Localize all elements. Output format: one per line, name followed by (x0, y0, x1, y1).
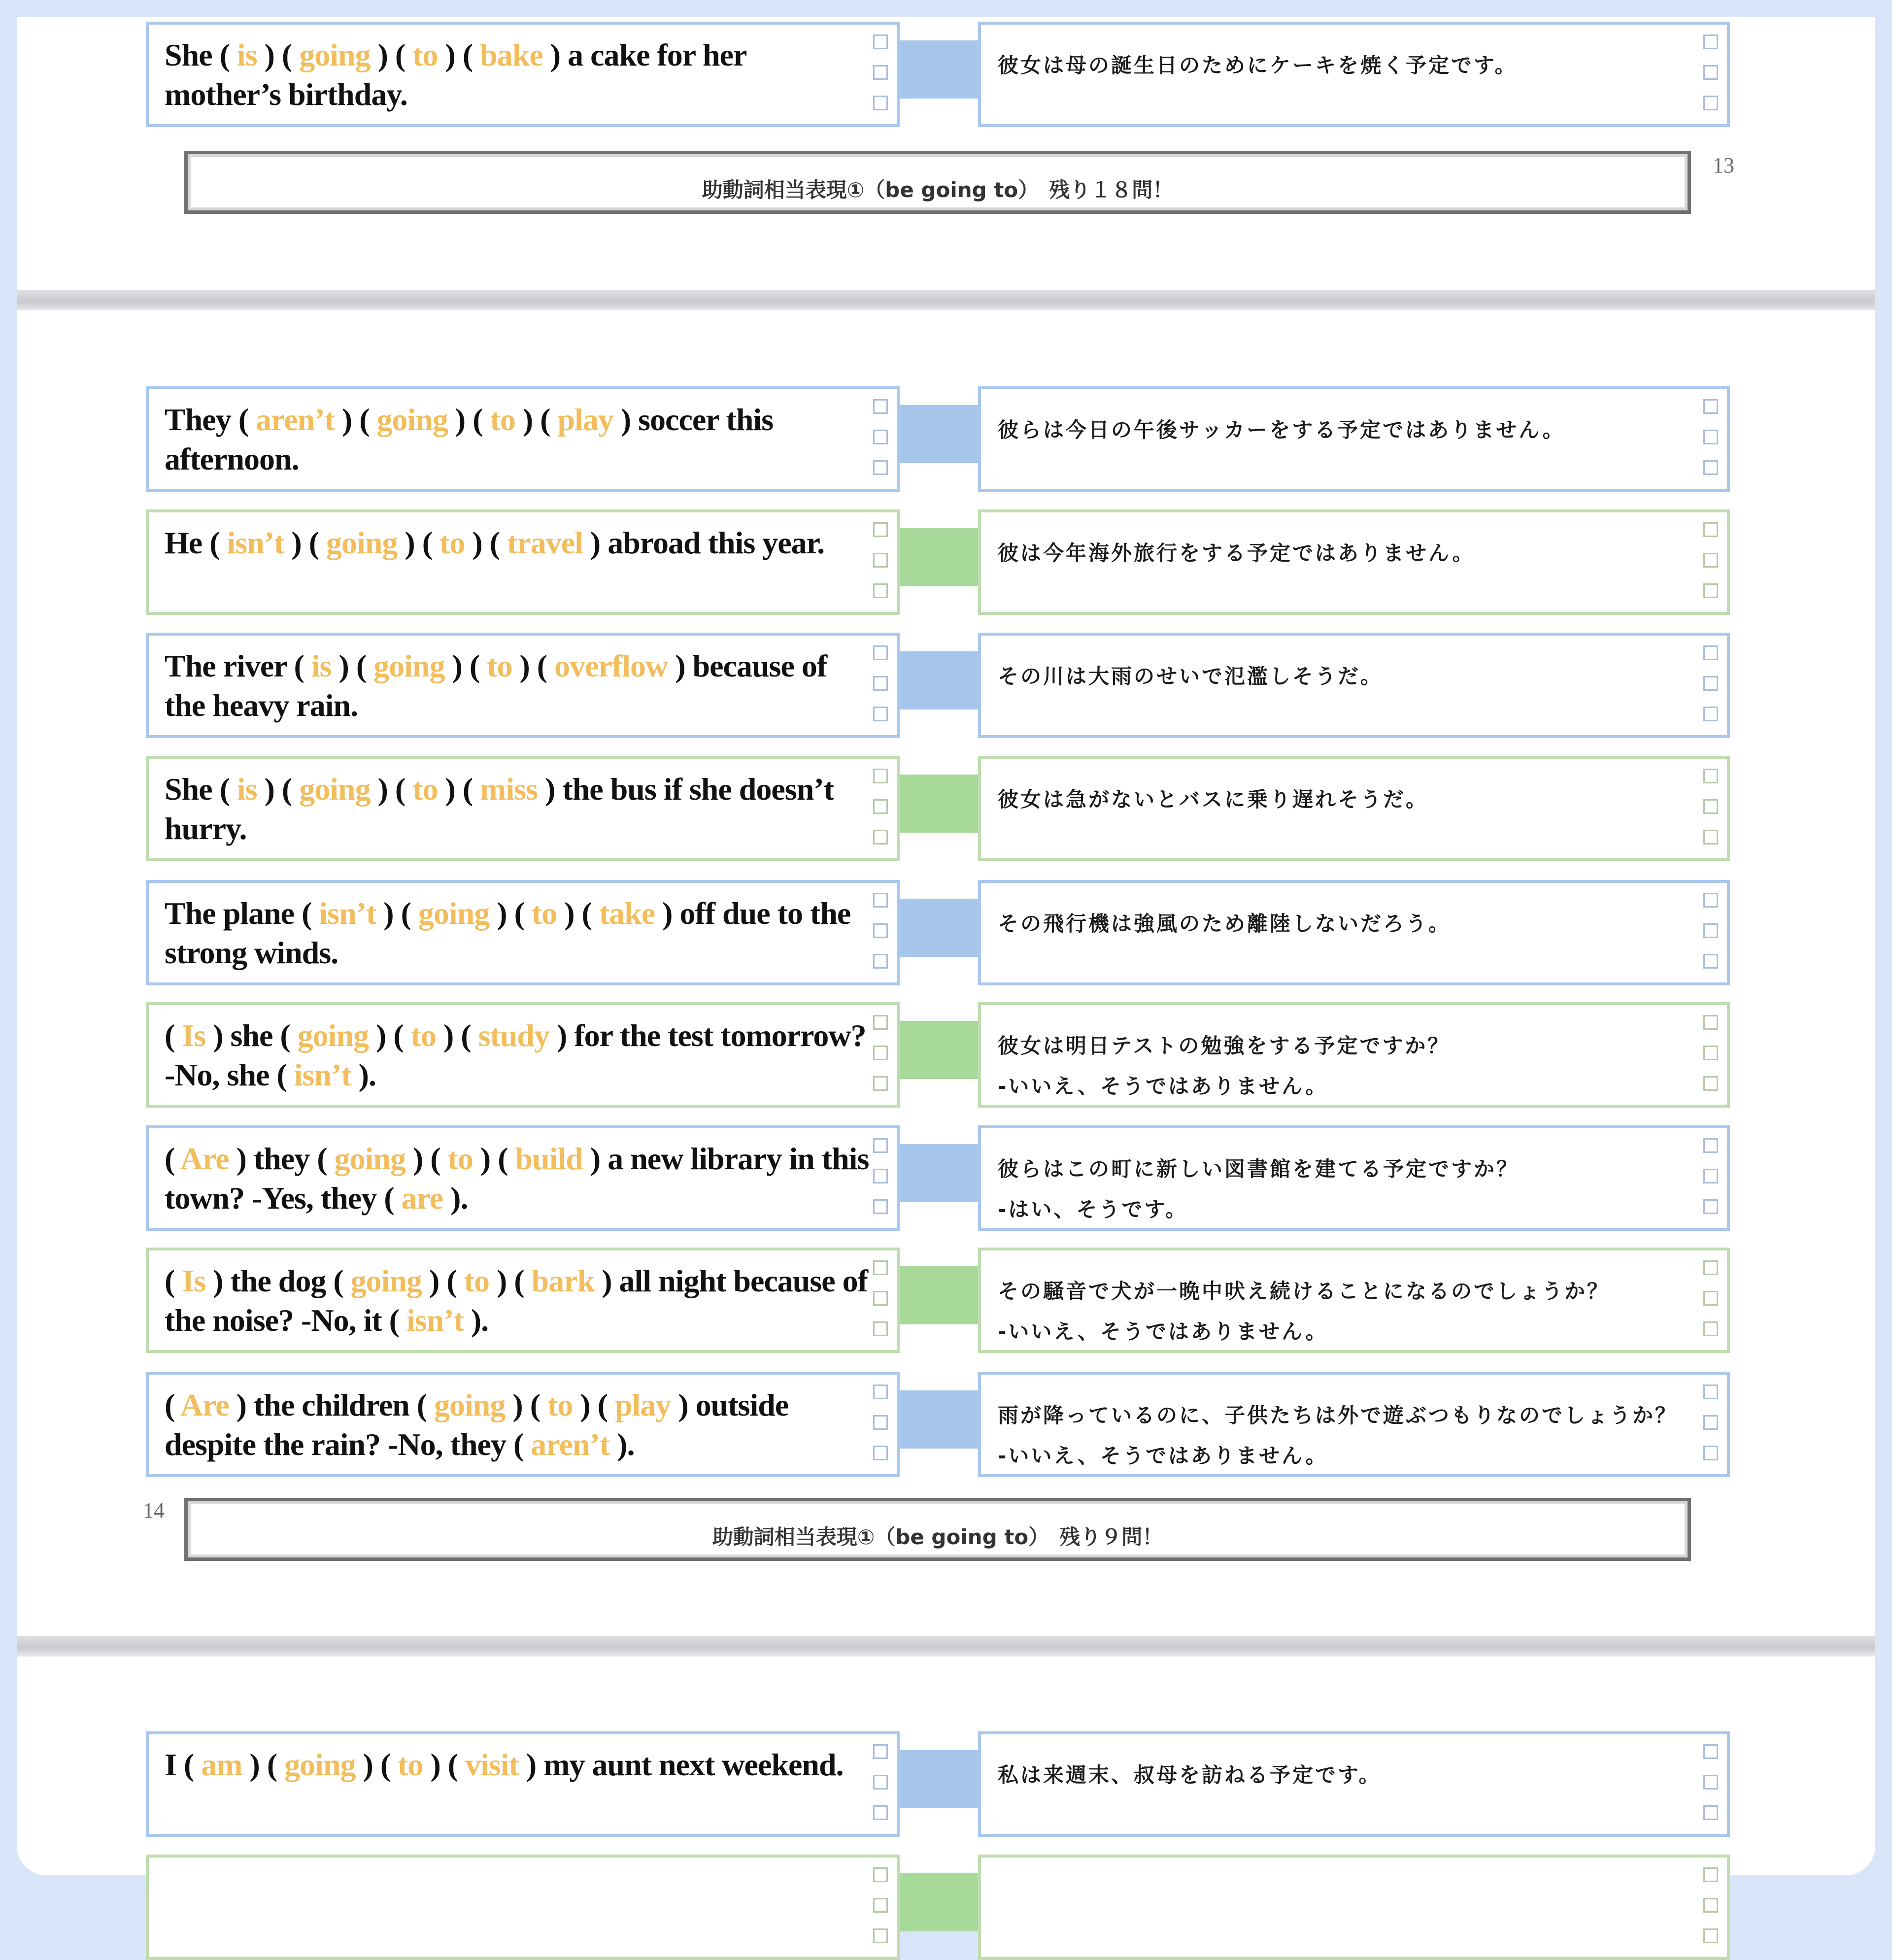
exercise-row (146, 1002, 1730, 1108)
answer-word: going (297, 1018, 369, 1053)
sentence-text: ) off due to the strong winds. (165, 896, 851, 970)
english-sentence-box (146, 633, 900, 738)
answer-word: are (401, 1181, 443, 1216)
connector-bar (900, 528, 978, 586)
checkbox-group (1703, 1744, 1720, 1836)
answer-word: going (418, 896, 490, 931)
english-sentence (165, 646, 869, 725)
japanese-translation-box (978, 880, 1730, 985)
japanese-translation (998, 656, 1688, 697)
sentence-text: ) ( (512, 648, 555, 683)
sentence-text: ) a new library in this town? -Yes, they ( (165, 1141, 869, 1216)
sentence-text: ) soccer this afternoon. (165, 402, 774, 476)
answer-word: Is (182, 1018, 206, 1053)
translation-line: その川は大雨のせいで氾濫しそうだ。 (998, 664, 1384, 688)
checkbox-group (1703, 893, 1720, 984)
connector-bar (900, 775, 978, 833)
checkbox-group (873, 1867, 890, 1959)
checkbox-group (1703, 399, 1720, 491)
connector-bar (900, 899, 978, 957)
answer-word: going (434, 1387, 506, 1422)
progress-text: 助動詞相当表現①（be going to） 残り１８問！ (702, 178, 1174, 202)
answer-word: to (410, 1018, 436, 1053)
japanese-translation (998, 1395, 1688, 1476)
review-checkbox[interactable] (1703, 799, 1718, 814)
checkbox-group (1703, 769, 1720, 860)
review-checkbox[interactable] (873, 645, 888, 660)
exercise-row (146, 1855, 1730, 1960)
review-checkbox[interactable] (873, 522, 888, 537)
english-sentence (165, 1261, 869, 1340)
sentence-text: ) ( (438, 772, 480, 807)
checkbox-group (873, 769, 890, 860)
sentence-text: ) ( (397, 525, 440, 560)
exercise-row (146, 756, 1730, 861)
answer-word: to (398, 1747, 423, 1782)
japanese-translation (998, 1026, 1688, 1107)
english-sentence (165, 1139, 869, 1218)
english-sentence (165, 1745, 869, 1785)
sentence-text: ) ( (370, 37, 413, 72)
sentence-text: ) abroad this year. (582, 525, 825, 560)
japanese-translation-box (978, 22, 1730, 127)
sentence-text: ) ( (355, 1747, 398, 1782)
exercise-row (146, 1248, 1730, 1353)
connector-bar (900, 1021, 978, 1079)
sentence-text: ) they ( (229, 1141, 335, 1176)
answer-word: bark (531, 1263, 595, 1298)
review-checkbox[interactable] (1703, 1321, 1718, 1336)
review-checkbox[interactable] (1703, 1775, 1718, 1790)
answer-word: aren’t (256, 402, 335, 437)
review-checkbox[interactable] (873, 1867, 888, 1882)
english-sentence (165, 1386, 869, 1464)
sentence-text: ) a cake for her mother’s birthday. (165, 37, 746, 112)
review-checkbox[interactable] (873, 1415, 888, 1430)
answer-word: Are (180, 1387, 229, 1422)
english-sentence-box (146, 1248, 900, 1353)
answer-word: to (439, 525, 465, 560)
english-sentence-box (146, 22, 900, 127)
japanese-translation (998, 1755, 1688, 1795)
japanese-translation (998, 904, 1688, 944)
answer-word: going (334, 1141, 405, 1176)
answer-word: isn’t (294, 1057, 351, 1092)
english-sentence-box (146, 880, 900, 985)
review-checkbox[interactable] (1703, 1291, 1718, 1306)
translation-line: 彼は今年海外旅行をする予定ではありません。 (998, 541, 1475, 565)
sentence-text: ) ( (505, 1387, 547, 1422)
review-checkbox[interactable] (1703, 430, 1718, 444)
checkbox-group (1703, 645, 1720, 737)
review-checkbox[interactable] (1703, 954, 1718, 969)
review-checkbox[interactable] (873, 1805, 888, 1820)
sentence-text: ) ( (257, 772, 300, 807)
answer-word: to (547, 1387, 573, 1422)
exercise-row (146, 1372, 1730, 1477)
sentence-text: ) ( (573, 1387, 615, 1422)
sentence-text: I ( (165, 1747, 202, 1782)
answer-word: to (447, 1141, 473, 1176)
translation-line: 彼らは今日の午後サッカーをする予定ではありません。 (998, 418, 1565, 442)
connector-bar (900, 1750, 978, 1808)
exercise-row (146, 633, 1730, 738)
japanese-translation-box (978, 1731, 1730, 1837)
sentence-text: ) ( (334, 402, 377, 437)
sentence-text: ) ( (489, 1263, 532, 1298)
sentence-text: She ( (165, 37, 237, 72)
english-sentence (165, 523, 869, 563)
sentence-text: ) ( (557, 896, 599, 931)
answer-word: is (311, 648, 332, 683)
review-checkbox[interactable] (873, 1744, 888, 1759)
review-checkbox[interactable] (1703, 399, 1718, 414)
page-divider (17, 1636, 1875, 1656)
sentence-text: ) all night because of the noise? -No, it ( (165, 1263, 868, 1338)
checkbox-group (873, 1260, 890, 1352)
answer-word: to (412, 772, 438, 807)
japanese-translation-box (978, 1002, 1730, 1108)
review-checkbox[interactable] (873, 583, 888, 598)
review-checkbox[interactable] (873, 460, 888, 475)
sentence-text: ) the bus if she doesn’t hurry. (165, 772, 834, 846)
sentence-text: ) ( (405, 1141, 448, 1176)
sentence-text: ) for the test tomorrow? -No, she ( (165, 1018, 866, 1092)
review-checkbox[interactable] (873, 1291, 888, 1306)
english-sentence-box (146, 1125, 900, 1231)
answer-word: travel (507, 525, 583, 560)
connector-bar (900, 1873, 978, 1931)
review-checkbox[interactable] (873, 430, 888, 444)
review-checkbox[interactable] (1703, 1385, 1718, 1399)
review-checkbox[interactable] (1703, 1076, 1718, 1091)
review-checkbox[interactable] (873, 923, 888, 938)
japanese-translation-box (978, 1125, 1730, 1231)
review-checkbox[interactable] (1703, 1015, 1718, 1030)
exercise-row (146, 509, 1730, 615)
sentence-text: ) ( (376, 896, 418, 931)
translation-line: -はい、そうです。 (998, 1197, 1188, 1221)
answer-word: build (515, 1141, 583, 1176)
sentence-text: ) ( (370, 772, 413, 807)
review-checkbox[interactable] (873, 1046, 888, 1060)
progress-banner (184, 151, 1691, 214)
answer-word: aren’t (531, 1427, 610, 1462)
review-checkbox[interactable] (1703, 553, 1718, 568)
review-checkbox[interactable] (873, 1928, 888, 1943)
progress-text: 助動詞相当表現①（be going to） 残り９問！ (712, 1525, 1163, 1549)
review-checkbox[interactable] (873, 799, 888, 814)
answer-word: isn’t (227, 525, 284, 560)
connector-bar (900, 40, 978, 99)
japanese-translation (998, 1149, 1688, 1230)
answer-word: to (412, 37, 438, 72)
sentence-text: ( (165, 1387, 180, 1422)
answer-word: going (376, 402, 448, 437)
sentence-text: ) outside despite the rain? -No, they ( (165, 1387, 789, 1462)
answer-word: play (557, 402, 613, 437)
review-checkbox[interactable] (873, 1775, 888, 1790)
answer-word: to (487, 648, 512, 683)
review-checkbox[interactable] (1703, 830, 1718, 845)
japanese-translation (998, 410, 1688, 450)
translation-line: 彼らはこの町に新しい図書館を建てる予定ですか？ (998, 1157, 1520, 1181)
review-checkbox[interactable] (1703, 769, 1718, 783)
review-checkbox[interactable] (873, 1898, 888, 1913)
exercise-row (146, 22, 1730, 127)
japanese-translation-box (978, 1372, 1730, 1477)
sentence-text: ( (165, 1018, 182, 1053)
sentence-text: ) ( (436, 1018, 478, 1053)
review-checkbox[interactable] (873, 1446, 888, 1460)
review-checkbox[interactable] (1703, 1169, 1718, 1183)
checkbox-group (873, 34, 890, 126)
sentence-text: They ( (165, 402, 256, 437)
checkbox-group (873, 1138, 890, 1230)
checkbox-group (1703, 1867, 1720, 1959)
page-divider (17, 290, 1875, 310)
sentence-text: ) ( (422, 1263, 464, 1298)
exercise-row (146, 1125, 1730, 1231)
english-sentence-box (146, 756, 900, 861)
review-checkbox[interactable] (873, 65, 888, 80)
translation-line: -いいえ、そうではありません。 (998, 1074, 1328, 1098)
answer-word: going (350, 1263, 422, 1298)
answer-word: to (490, 402, 515, 437)
translation-line: 彼女は明日テストの勉強をする予定ですか？ (998, 1034, 1451, 1058)
english-sentence-box (146, 1002, 900, 1108)
translation-line: -いいえ、そうではありません。 (998, 1319, 1328, 1344)
review-checkbox[interactable] (873, 954, 888, 969)
answer-word: isn’t (319, 896, 376, 931)
exercise-row (146, 386, 1730, 492)
answer-word: going (373, 648, 445, 683)
review-checkbox[interactable] (1703, 460, 1718, 475)
review-checkbox[interactable] (873, 1169, 888, 1183)
review-checkbox[interactable] (1703, 1260, 1718, 1275)
japanese-translation-box (978, 509, 1730, 615)
review-checkbox[interactable] (1703, 1138, 1718, 1153)
checkbox-group (873, 522, 890, 614)
japanese-translation-box (978, 1248, 1730, 1353)
review-checkbox[interactable] (1703, 1805, 1718, 1820)
review-checkbox[interactable] (1703, 1867, 1718, 1882)
checkbox-group (873, 645, 890, 737)
translation-line: 彼女は急がないとバスに乗り遅れそうだ。 (998, 787, 1429, 811)
connector-bar (900, 1144, 978, 1202)
review-checkbox[interactable] (1703, 65, 1718, 80)
sentence-text: ) ( (438, 37, 480, 72)
review-checkbox[interactable] (1703, 96, 1718, 110)
page-number: 13 (1713, 153, 1734, 177)
sentence-text: ) ( (515, 402, 558, 437)
sentence-text: The river ( (165, 648, 311, 683)
sentence-text: ) ( (489, 896, 532, 931)
sentence-text: ) ( (444, 648, 487, 683)
sentence-text: ) ( (465, 525, 507, 560)
answer-word: to (531, 896, 557, 931)
english-sentence-box (146, 1855, 900, 1960)
english-sentence (165, 35, 869, 114)
review-checkbox[interactable] (1703, 1928, 1718, 1943)
review-checkbox[interactable] (873, 830, 888, 845)
sentence-text: ) ( (473, 1141, 515, 1176)
answer-word: going (299, 37, 371, 72)
answer-word: to (464, 1263, 489, 1298)
checkbox-group (1703, 34, 1720, 126)
sentence-text: ( (165, 1263, 182, 1298)
review-checkbox[interactable] (873, 1076, 888, 1091)
review-checkbox[interactable] (873, 34, 888, 49)
review-checkbox[interactable] (1703, 1898, 1718, 1913)
review-checkbox[interactable] (1703, 1744, 1718, 1759)
answer-word: going (299, 772, 371, 807)
japanese-translation-box (978, 1855, 1730, 1960)
checkbox-group (1703, 1138, 1720, 1230)
sentence-text: The plane ( (165, 896, 319, 931)
sentence-text: ) she ( (205, 1018, 298, 1053)
english-sentence (165, 1016, 869, 1095)
review-checkbox[interactable] (1703, 1199, 1718, 1214)
answer-word: Are (180, 1141, 229, 1176)
answer-word: study (478, 1018, 549, 1053)
english-sentence (165, 894, 869, 973)
review-checkbox[interactable] (873, 96, 888, 110)
english-sentence-box (146, 1731, 900, 1837)
sentence-text: ). (609, 1427, 635, 1462)
answer-word: play (614, 1387, 671, 1422)
review-checkbox[interactable] (1703, 893, 1718, 908)
answer-word: overflow (554, 648, 668, 683)
checkbox-group (1703, 1015, 1720, 1107)
translation-line: 彼女は母の誕生日のためにケーキを焼く予定です。 (998, 53, 1518, 77)
review-checkbox[interactable] (873, 1138, 888, 1153)
review-checkbox[interactable] (873, 1015, 888, 1030)
english-sentence-box (146, 1372, 900, 1477)
sentence-text: ) ( (447, 402, 490, 437)
review-checkbox[interactable] (1703, 34, 1718, 49)
review-checkbox[interactable] (1703, 1415, 1718, 1430)
connector-bar (900, 651, 978, 710)
sentence-text: ). (443, 1181, 468, 1216)
sentence-text: He ( (165, 525, 227, 560)
japanese-translation-box (978, 386, 1730, 492)
page-number: 14 (143, 1498, 165, 1522)
checkbox-group (873, 1015, 890, 1107)
answer-word: am (201, 1747, 242, 1782)
sentence-text: ) the children ( (229, 1387, 434, 1422)
sentence-text: ). (351, 1057, 376, 1092)
answer-word: isn’t (406, 1303, 464, 1338)
connector-bar (900, 405, 978, 463)
connector-bar (900, 1266, 978, 1324)
connector-bar (900, 1390, 978, 1449)
english-sentence-box (146, 509, 900, 615)
checkbox-group (873, 399, 890, 491)
review-checkbox[interactable] (1703, 1446, 1718, 1460)
review-checkbox[interactable] (1703, 707, 1718, 721)
answer-word: going (284, 1747, 356, 1782)
japanese-translation-box (978, 633, 1730, 738)
checkbox-group (873, 1744, 890, 1836)
review-checkbox[interactable] (873, 769, 888, 783)
sentence-text: ) ( (284, 525, 327, 560)
sentence-text: ) ( (331, 648, 374, 683)
review-checkbox[interactable] (1703, 676, 1718, 691)
answer-word: is (236, 772, 257, 807)
review-checkbox[interactable] (873, 399, 888, 414)
japanese-translation (998, 45, 1688, 86)
review-checkbox[interactable] (873, 893, 888, 908)
english-sentence-box (146, 386, 900, 492)
review-checkbox[interactable] (1703, 522, 1718, 537)
answer-word: is (236, 37, 257, 72)
sentence-text: She ( (165, 772, 237, 807)
sentence-text: ) ( (369, 1018, 411, 1053)
japanese-translation (998, 779, 1688, 820)
exercise-row (146, 1731, 1730, 1837)
answer-word: take (599, 896, 655, 931)
english-sentence (165, 770, 869, 848)
answer-word: Is (182, 1263, 206, 1298)
answer-word: visit (465, 1747, 519, 1782)
sentence-text: ) my aunt next weekend. (518, 1747, 844, 1782)
exercise-row (146, 880, 1730, 985)
review-checkbox[interactable] (873, 676, 888, 691)
sentence-text: ) because of the heavy rain. (165, 648, 827, 723)
sentence-text: ) the dog ( (205, 1263, 351, 1298)
checkbox-group (1703, 522, 1720, 614)
review-checkbox[interactable] (873, 553, 888, 568)
review-checkbox[interactable] (873, 1321, 888, 1336)
review-checkbox[interactable] (873, 707, 888, 721)
checkbox-group (873, 1385, 890, 1476)
answer-word: bake (480, 37, 543, 72)
review-checkbox[interactable] (1703, 583, 1718, 598)
sentence-text: ) ( (423, 1747, 466, 1782)
translation-line: 私は来週末、叔母を訪ねる予定です。 (998, 1763, 1382, 1787)
checkbox-group (1703, 1385, 1720, 1476)
english-sentence (165, 400, 869, 479)
review-checkbox[interactable] (873, 1385, 888, 1399)
translation-line: その飛行機は強風のため離陸しないだろう。 (998, 912, 1452, 936)
review-checkbox[interactable] (873, 1260, 888, 1275)
translation-line: -いいえ、そうではありません。 (998, 1444, 1328, 1468)
japanese-translation-box (978, 756, 1730, 861)
progress-banner (184, 1498, 1691, 1561)
sentence-text: ). (463, 1303, 489, 1338)
review-checkbox[interactable] (1703, 1046, 1718, 1060)
translation-line: 雨が降っているのに、子供たちは外で遊ぶつもりなのでしょうか？ (998, 1403, 1678, 1427)
sentence-text: ) ( (257, 37, 300, 72)
translation-line: その騒音で犬が一晩中吠え続けることになるのでしょうか？ (998, 1279, 1610, 1303)
checkbox-group (1703, 1260, 1720, 1352)
review-checkbox[interactable] (1703, 645, 1718, 660)
review-checkbox[interactable] (1703, 923, 1718, 938)
japanese-translation (998, 1271, 1688, 1352)
answer-word: miss (480, 772, 538, 807)
answer-word: going (326, 525, 398, 560)
review-checkbox[interactable] (873, 1199, 888, 1214)
checkbox-group (873, 893, 890, 984)
sentence-text: ) ( (242, 1747, 285, 1782)
sentence-text: ( (165, 1141, 180, 1176)
japanese-translation (998, 533, 1688, 574)
